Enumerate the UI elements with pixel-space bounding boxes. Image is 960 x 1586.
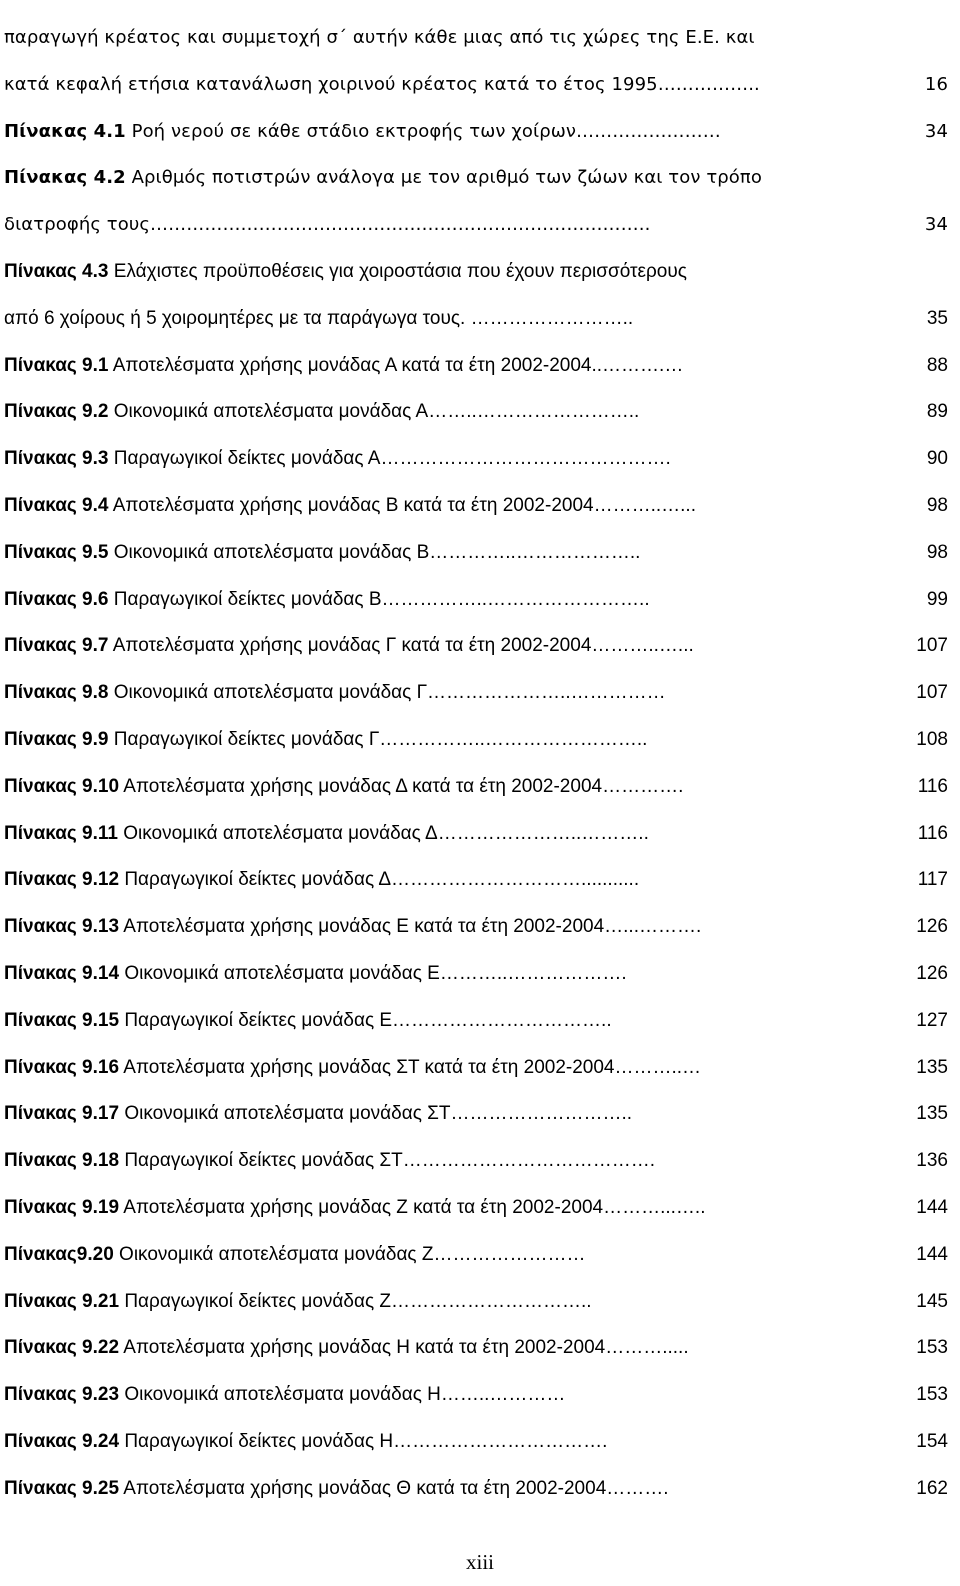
toc-entry-number: 9.20: [76, 1243, 114, 1265]
toc-entry-text: [4, 954, 627, 994]
toc-entry: [4, 392, 948, 432]
toc-entry-page: 144: [916, 1197, 948, 1218]
toc-entry: [4, 1422, 948, 1462]
toc-entry-text: [4, 907, 701, 947]
toc-entry: [4, 18, 948, 58]
toc-entry-title: Αποτελέσματα χρήσης μονάδας Δ κατά τα έτη 2002-2004………….: [119, 775, 684, 797]
toc-entry-label: Πίνακας 9.: [4, 448, 98, 470]
toc-entry-label: Πίνακας 9.: [4, 541, 98, 563]
toc-entry-number: 1: [113, 120, 126, 142]
toc-entry-page: 107: [916, 682, 948, 704]
toc-entry-title: Αποτελέσματα χρήσης μονάδας Η κατά τα έτη 2002-2004……….....: [119, 1337, 689, 1359]
toc-entry-page: 99: [926, 588, 948, 610]
toc-entry-text: [4, 1282, 592, 1322]
toc-entry: [4, 112, 948, 152]
toc-entry-page: 135: [916, 1056, 948, 1078]
toc-entry-text: [4, 814, 649, 854]
toc-entry-text: [4, 1188, 705, 1228]
toc-entry-label: Πίνακας 9.: [4, 495, 98, 516]
toc-entry-text: [4, 1001, 612, 1041]
toc-entry-page: 108: [916, 729, 948, 750]
toc-entry-label: Πίνακας 4.: [4, 261, 98, 282]
toc-entry-text: [4, 252, 687, 292]
toc-entry-page: 98: [926, 541, 948, 563]
toc-entry: [4, 580, 948, 620]
toc-entry-text: [4, 533, 640, 573]
toc-entry-title: Οικονομικά αποτελέσματα μονάδας Γ…………………..……………: [108, 682, 666, 704]
toc-entry-page: 145: [916, 1290, 948, 1312]
toc-entry-title: Παραγωγικοί δείκτες μονάδας Η…………………………….: [119, 1431, 608, 1452]
toc-entry-number: 8: [97, 682, 109, 704]
toc-entry: [4, 814, 948, 854]
toc-entry-text: [4, 392, 639, 432]
toc-entry: [4, 1282, 948, 1322]
toc-entry-label: Πίνακας 9.: [4, 1197, 98, 1218]
toc-entry-page: 127: [916, 1009, 948, 1031]
toc-entry-title: Παραγωγικοί δείκτες μονάδας Β……………..……………………..: [108, 588, 650, 610]
toc-entry: [4, 720, 948, 760]
toc-entry-number: 1: [97, 354, 109, 376]
toc-entry-text: [4, 1094, 632, 1134]
toc-entry-label: Πίνακας 9.: [4, 869, 98, 891]
toc-entry-page: 117: [917, 869, 948, 891]
toc-entry-label: Πίνακας 9.: [4, 1384, 98, 1406]
toc-entry: [4, 439, 948, 479]
toc-entry-page: 154: [916, 1431, 948, 1452]
toc-entry-number: 23: [97, 1384, 120, 1406]
toc-entry-label: Πίνακας 9.: [4, 729, 98, 750]
toc-entry-text: [4, 112, 721, 152]
toc-entry-label: Πίνακας 9.: [4, 1290, 98, 1312]
toc-entry: [4, 1048, 948, 1088]
toc-entry-page: 153: [916, 1384, 948, 1406]
toc-entry-title: Παραγωγικοί δείκτες μονάδας Δ…………………………...........: [119, 869, 640, 891]
toc-entry-text: [4, 18, 755, 58]
toc-entry-number: 4: [97, 495, 109, 516]
toc-entry-label: Πίνακας 4.: [4, 120, 114, 142]
toc-entry-page: 153: [916, 1337, 948, 1359]
toc-entry-title: από 6 χοίρους ή 5 χοιρομητέρες με τα παράγωγα τους. ……………………..: [4, 307, 634, 329]
toc-entry-number: 10: [97, 775, 120, 797]
toc-entry: [4, 486, 948, 526]
toc-entry-title: Αποτελέσματα χρήσης μονάδας Ε κατά τα έτη 2002-2004…...……….: [119, 916, 702, 938]
toc-entry-number: 3: [97, 448, 109, 470]
toc-entry-number: 17: [97, 1103, 120, 1125]
toc-entry: [4, 767, 948, 807]
toc-entry-text: [4, 486, 696, 526]
toc-entry: [4, 1094, 948, 1134]
toc-entry-title: Αποτελέσματα χρήσης μονάδας ΣΤ κατά τα έτη 2002-2004………..…: [119, 1056, 702, 1078]
toc-entry: [4, 1328, 948, 1368]
toc-entry-number: 13: [97, 916, 120, 938]
toc-entry: [4, 1235, 948, 1275]
toc-entry-number: 3: [97, 261, 109, 282]
toc-entry-text: [4, 1375, 565, 1415]
toc-entry: [4, 1188, 948, 1228]
toc-entry-number: 6: [97, 588, 109, 610]
toc-entry: [4, 299, 948, 339]
toc-entry: [4, 205, 948, 245]
toc-entry-number: 2: [113, 167, 126, 189]
toc-entry-title: Οικονομικά αποτελέσματα μονάδας Α……..……………………..: [108, 401, 640, 423]
toc-entry-label: Πίνακας 9.: [4, 635, 98, 657]
toc-entry-title: Αποτελέσματα χρήσης μονάδας Θ κατά τα έτη 2002-2004……….: [119, 1477, 669, 1499]
toc-entry-label: Πίνακας 9.: [4, 588, 98, 610]
toc-entry-number: 9: [97, 729, 109, 750]
toc-entry-text: [4, 205, 650, 245]
toc-entry-label: Πίνακας 9.: [4, 963, 98, 984]
toc-entry-text: [4, 626, 694, 666]
toc-entry-page: 16: [924, 73, 948, 95]
toc-entry-title: Οικονομικά αποτελέσματα μονάδας Ε………..……………….: [119, 963, 627, 984]
toc-entry-text: [4, 720, 647, 760]
toc-entry-page: 107: [916, 635, 948, 657]
toc-entry: [4, 673, 948, 713]
toc-entry-number: 18: [97, 1150, 120, 1172]
toc-entry: [4, 252, 948, 292]
toc-entry-title: Αριθμός ποτιστρών ανάλογα με τον αριθμό των ζώων και τον τρόπο: [125, 167, 762, 189]
toc-entry-page: 34: [924, 214, 948, 236]
toc-entry-label: Πίνακας 9.: [4, 1103, 98, 1125]
toc-entry-title: Παραγωγικοί δείκτες μονάδας Γ……………..……………………..: [108, 729, 648, 750]
toc-entry-text: [4, 860, 639, 900]
toc-entry-text: [4, 158, 762, 198]
toc-entry-label: Πίνακας 9.: [4, 1477, 98, 1499]
toc-entry-label: Πίνακας 9.: [4, 1009, 98, 1031]
toc-entry-label: Πίνακας 9.: [4, 1431, 98, 1452]
toc-entry-number: 12: [97, 869, 120, 891]
toc-entry-text: [4, 673, 666, 713]
toc-entry-number: 25: [97, 1477, 120, 1499]
toc-entry-title: Αποτελέσματα χρήσης μονάδας Β κατά τα έτη 2002-2004………..…...: [108, 495, 696, 516]
toc-entry-text: [4, 1422, 607, 1462]
toc-entry-title: Αποτελέσματα χρήσης μονάδας Γ κατά τα έτη 2002-2004………..…...: [108, 635, 694, 657]
toc-entry-label: Πίνακας 9.: [4, 822, 98, 844]
toc-entry: [4, 1469, 948, 1509]
toc-entry-number: 22: [97, 1337, 120, 1359]
toc-entry: [4, 533, 948, 573]
toc-entry-number: 7: [97, 635, 109, 657]
toc-entry-title: Παραγωγικοί δείκτες μονάδας Ε……………………………..: [119, 1009, 612, 1031]
toc-entry: [4, 954, 948, 994]
toc-entry-title: Παραγωγικοί δείκτες μονάδας ΣΤ………………………………….: [119, 1150, 656, 1172]
toc-entry-text: [4, 1328, 689, 1368]
toc-entry: [4, 1001, 948, 1041]
toc-entry-page: 89: [926, 401, 948, 423]
toc-entry-text: [4, 580, 650, 620]
toc-entry-page: 90: [926, 448, 948, 470]
toc-entry-title: κατά κεφαλή ετήσια κατανάλωση χοιρινού κρέατος κατά το έτος 1995……………..: [4, 73, 760, 95]
toc-entry-label: Πίνακας 9.: [4, 1337, 98, 1359]
toc-entry: [4, 346, 948, 386]
toc-entry-page: 135: [916, 1103, 948, 1125]
toc-entry-label: Πίνακας 9.: [4, 775, 98, 797]
toc-entry-label: Πίνακας: [4, 1243, 77, 1265]
toc-entry: [4, 860, 948, 900]
toc-entry: [4, 1375, 948, 1415]
toc-entry-label: Πίνακας 9.: [4, 682, 98, 704]
toc-entry-title: Παραγωγικοί δείκτες μονάδας Ζ…………………………..: [119, 1290, 592, 1312]
toc-entry-number: 11: [97, 822, 118, 844]
toc-entry-text: [4, 1048, 701, 1088]
toc-entry-title: Οικονομικά αποτελέσματα μονάδας Δ…………………..………..: [118, 822, 649, 844]
toc-entry-number: 5: [97, 541, 109, 563]
toc-entry-text: [4, 65, 760, 105]
toc-entry-title: Παραγωγικοί δείκτες μονάδας Α……………………………………….: [108, 448, 671, 470]
toc-entry-page: 136: [916, 1150, 948, 1172]
toc-entry-page: 116: [917, 822, 948, 844]
toc-entry-page: 98: [926, 495, 948, 516]
toc-entry-number: 2: [97, 401, 109, 423]
toc-entry-title: Ροή νερού σε κάθε στάδιο εκτροφής των χοίρων……………………: [125, 120, 721, 142]
toc-entry-page: 144: [916, 1243, 948, 1265]
toc-entry-text: [4, 1469, 669, 1509]
toc-entry-page: 34: [924, 120, 948, 142]
toc-entry-label: Πίνακας 9.: [4, 1150, 98, 1172]
toc-entry-number: 16: [97, 1056, 120, 1078]
toc-entry: [4, 907, 948, 947]
toc-entry-text: [4, 299, 633, 339]
toc-entry-page: 35: [926, 307, 948, 329]
toc-entry-page: 116: [917, 775, 948, 797]
toc-entry-text: [4, 1235, 585, 1275]
toc-entry-number: 24: [97, 1431, 120, 1452]
toc-entry-number: 21: [97, 1290, 120, 1312]
toc-entry-text: [4, 346, 683, 386]
toc-entry: [4, 65, 948, 105]
toc-entry-title: Ελάχιστες προϋποθέσεις για χοιροστάσια που έχουν περισσότερους: [108, 261, 687, 282]
toc-entry-label: Πίνακας 9.: [4, 1056, 98, 1078]
toc-entry-label: Πίνακας 9.: [4, 354, 98, 376]
toc-entry-title: Οικονομικά αποτελέσματα μονάδας Β…………..………………..: [108, 541, 641, 563]
toc-entry-title: Αποτελέσματα χρήσης μονάδας Α κατά τα έτη 2002-2004..……….…: [108, 354, 684, 376]
toc-entry-title: Οικονομικά αποτελέσματα μονάδας ΣΤ………………………..: [119, 1103, 633, 1125]
toc-entry-title: Αποτελέσματα χρήσης μονάδας Ζ κατά τα έτη 2002-2004………...…..: [119, 1197, 706, 1218]
toc-entry-label: Πίνακας 9.: [4, 401, 98, 423]
toc-entry: [4, 626, 948, 666]
toc-entry-label: Πίνακας 9.: [4, 916, 98, 938]
toc-entry-text: [4, 1141, 655, 1181]
toc-entry-text: [4, 767, 683, 807]
toc-entry: [4, 1141, 948, 1181]
toc-entry-title: Οικονομικά αποτελέσματα μονάδας Ζ……………………: [113, 1243, 586, 1265]
toc-entry-number: 15: [97, 1009, 120, 1031]
toc-entry-page: 162: [916, 1477, 948, 1499]
toc-entry: [4, 158, 948, 198]
toc-entry-title: διατροφής τους………………………………………………………………………..: [4, 214, 651, 236]
page-number: xiii: [465, 1550, 494, 1574]
toc-entry-title: παραγωγή κρέατος και συμμετοχή σ΄ αυτήν κάθε μιας από τις χώρες της Ε.Ε. και: [4, 27, 755, 48]
toc-entry-title: Οικονομικά αποτελέσματα μονάδας Η……..…………: [119, 1384, 566, 1406]
toc-entry-page: 88: [926, 354, 948, 376]
toc-entry-page: 126: [916, 916, 948, 938]
toc-entry-text: [4, 439, 671, 479]
toc-entry-page: 126: [916, 963, 948, 984]
toc-entry-number: 19: [97, 1197, 120, 1218]
toc-entry-number: 14: [97, 963, 120, 984]
toc-entry-label: Πίνακας 4.: [4, 167, 114, 189]
